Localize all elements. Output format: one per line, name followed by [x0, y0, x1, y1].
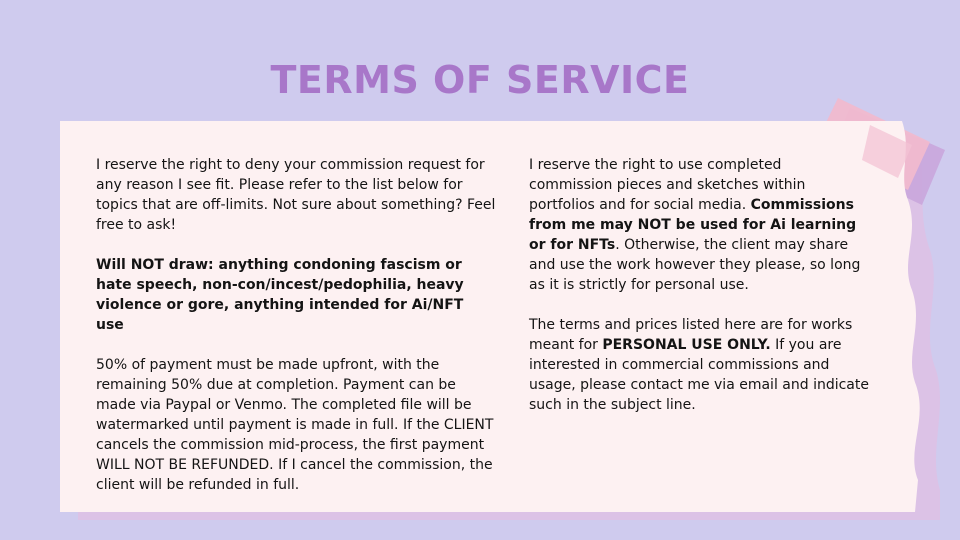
page-title: TERMS OF SERVICE — [270, 58, 690, 102]
personal-use-text-cont: If you are interested in commercial commissions and usage, please contact me via email and indicate such in the subject line. — [529, 337, 869, 413]
right-column — [529, 155, 869, 435]
off-limits-paragraph — [96, 255, 496, 335]
personal-use-paragraph — [529, 315, 869, 415]
left-column — [96, 155, 496, 515]
off-limits-list: Will NOT draw: anything condoning fascism or hate speech, non-con/incest/pedophilia, heavy violence or gore, anything intended for Ai/NFT use — [96, 257, 464, 333]
personal-use-only: PERSONAL USE ONLY. — [602, 337, 771, 353]
usage-rights-paragraph — [529, 155, 869, 295]
usage-rights-text: I reserve the right to use completed commission pieces and sketches within portfolios and for social media. — [529, 157, 806, 213]
payment-paragraph: 50% of payment must be made upfront, with the remaining 50% due at completion. Payment can be made via Paypal or Venmo. The completed file will be watermarked until payment is made in full. If the CLIENT cancels the commission mid-process, the first payment WILL NOT BE REFUNDED. If I cancel the commission, the client will be refunded in full. — [96, 357, 494, 493]
ai-nft-restriction: Commissions from me may NOT be used for Ai learning or for NFTs — [529, 197, 857, 253]
deny-request-paragraph: I reserve the right to deny your commission request for any reason I see fit. Please refer to the list below for topics that are off-limits. Not sure about something? Feel free to ask! — [96, 157, 496, 233]
usage-rights-text-cont: . Otherwise, the client may share and use the work however they please, so long as it is strictly for personal use. — [529, 237, 861, 293]
personal-use-text: The terms and prices listed here are for works meant for — [529, 317, 853, 353]
